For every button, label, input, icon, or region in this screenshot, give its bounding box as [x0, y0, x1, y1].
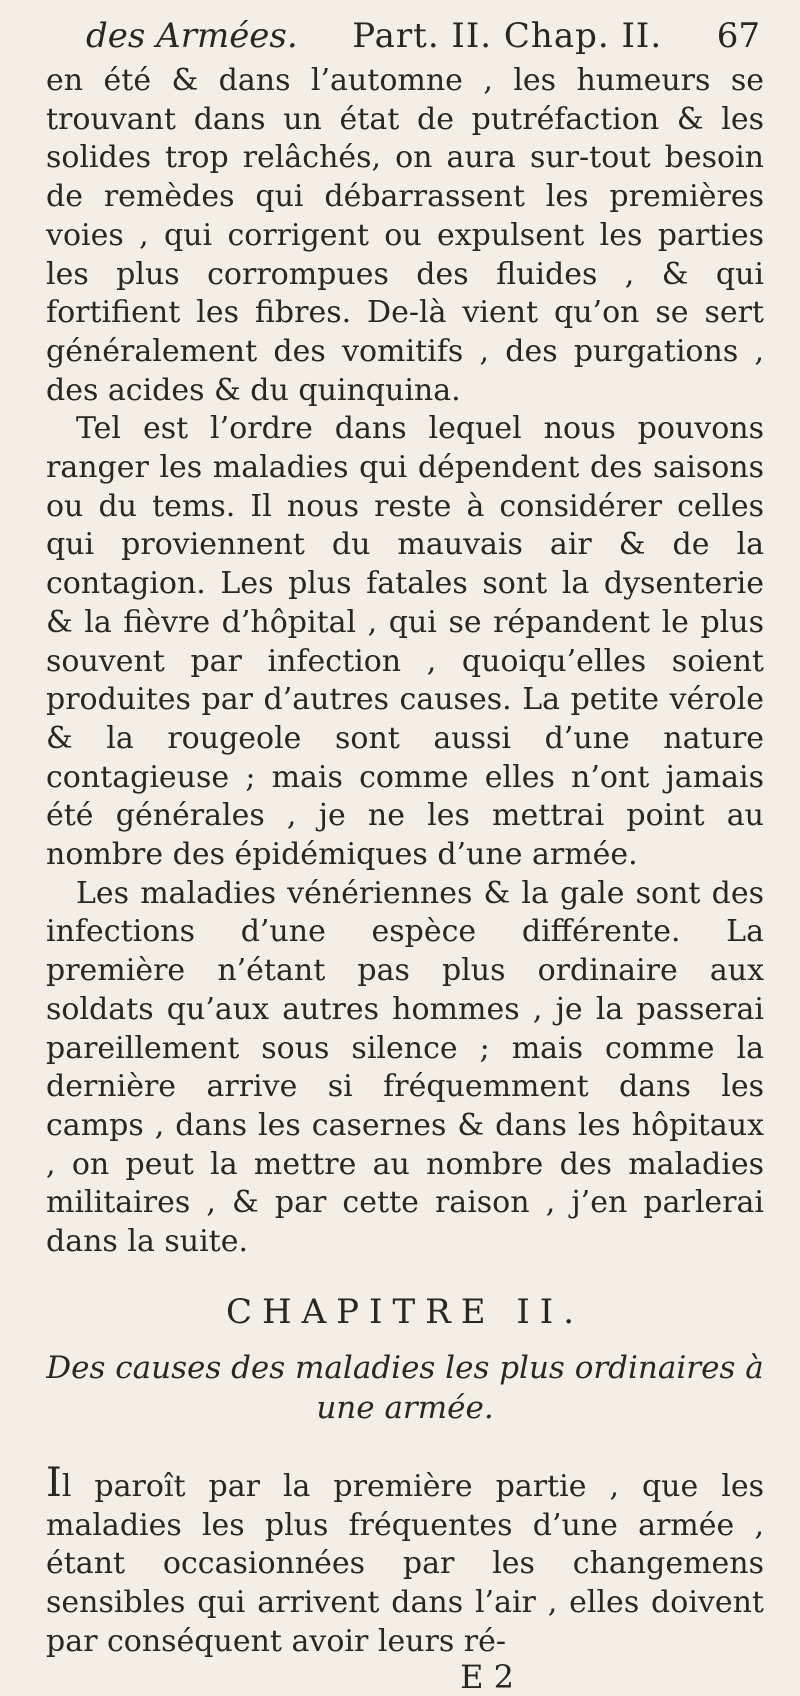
page-number: 67: [716, 16, 760, 56]
chapter-opening-paragraph: [46, 1459, 764, 1662]
paragraph-continuation: en été & dans l’automne , les humeurs se trouvant dans un état de putréfaction & les solides trop relâchés, on aura sur-tout besoin de remèdes qui débarrassent les premières voies , qui corrigent ou expulsent les parties les plus corrompues des fluides , & qui fortifient les fibres. De-là vient qu’on se sert généralement des vomitifs , des purgations , des acides & du quinquina.: [46, 63, 764, 408]
paragraph-venereal-diseases: Les maladies vénériennes & la gale sont des infections d’une espèce différente. La première n’étant pas plus ordinaire aux soldats qu’aux autres hommes , je la passerai pareillement sous silence ; mais comme la dernière arrive si fréquemment dans les camps , dans les casernes & dans les hôpitaux , on peut la mettre au nombre des maladies militaires , & par cette raison , j’en parlerai dans la suite.: [46, 875, 764, 1260]
chapter-opening-text: l paroît par la première partie , que les maladies les plus fréquentes d’une armée , étant occasionnées par les changemens sensibles qui arrivent dans l’air , elles doivent par conséquent avoir leurs ré-: [46, 1468, 764, 1659]
signature-mark: E 2: [460, 1658, 514, 1696]
running-head-title: des Armées.: [86, 16, 298, 56]
paragraph-order-of-diseases: Tel est l’ordre dans lequel nous pouvons ranger les maladies qui dépendent des saisons ou du tems. Il nous reste à considérer celles qui proviennent du mauvais air & de la contagion. Les plus fatales sont la dysenterie & la fièvre d’hôpital , qui se répandent le plus souvent par infection , quoiqu’elles soient produites par d’autres causes. La petite vérole & la rougeole sont aussi d’une nature contagieuse ; mais comme elles n’ont jamais été générales , je ne les mettrai point au nombre des épidémiques d’une armée.: [46, 411, 764, 873]
running-head: [86, 14, 764, 58]
drop-cap: I: [46, 1459, 62, 1506]
chapter-title: Des causes des maladies les plus ordinaires à une armée.: [46, 1349, 764, 1426]
running-head-section: Part. II. Chap. II.: [352, 16, 663, 56]
chapter-heading: CHAPITRE II.: [225, 1291, 585, 1332]
